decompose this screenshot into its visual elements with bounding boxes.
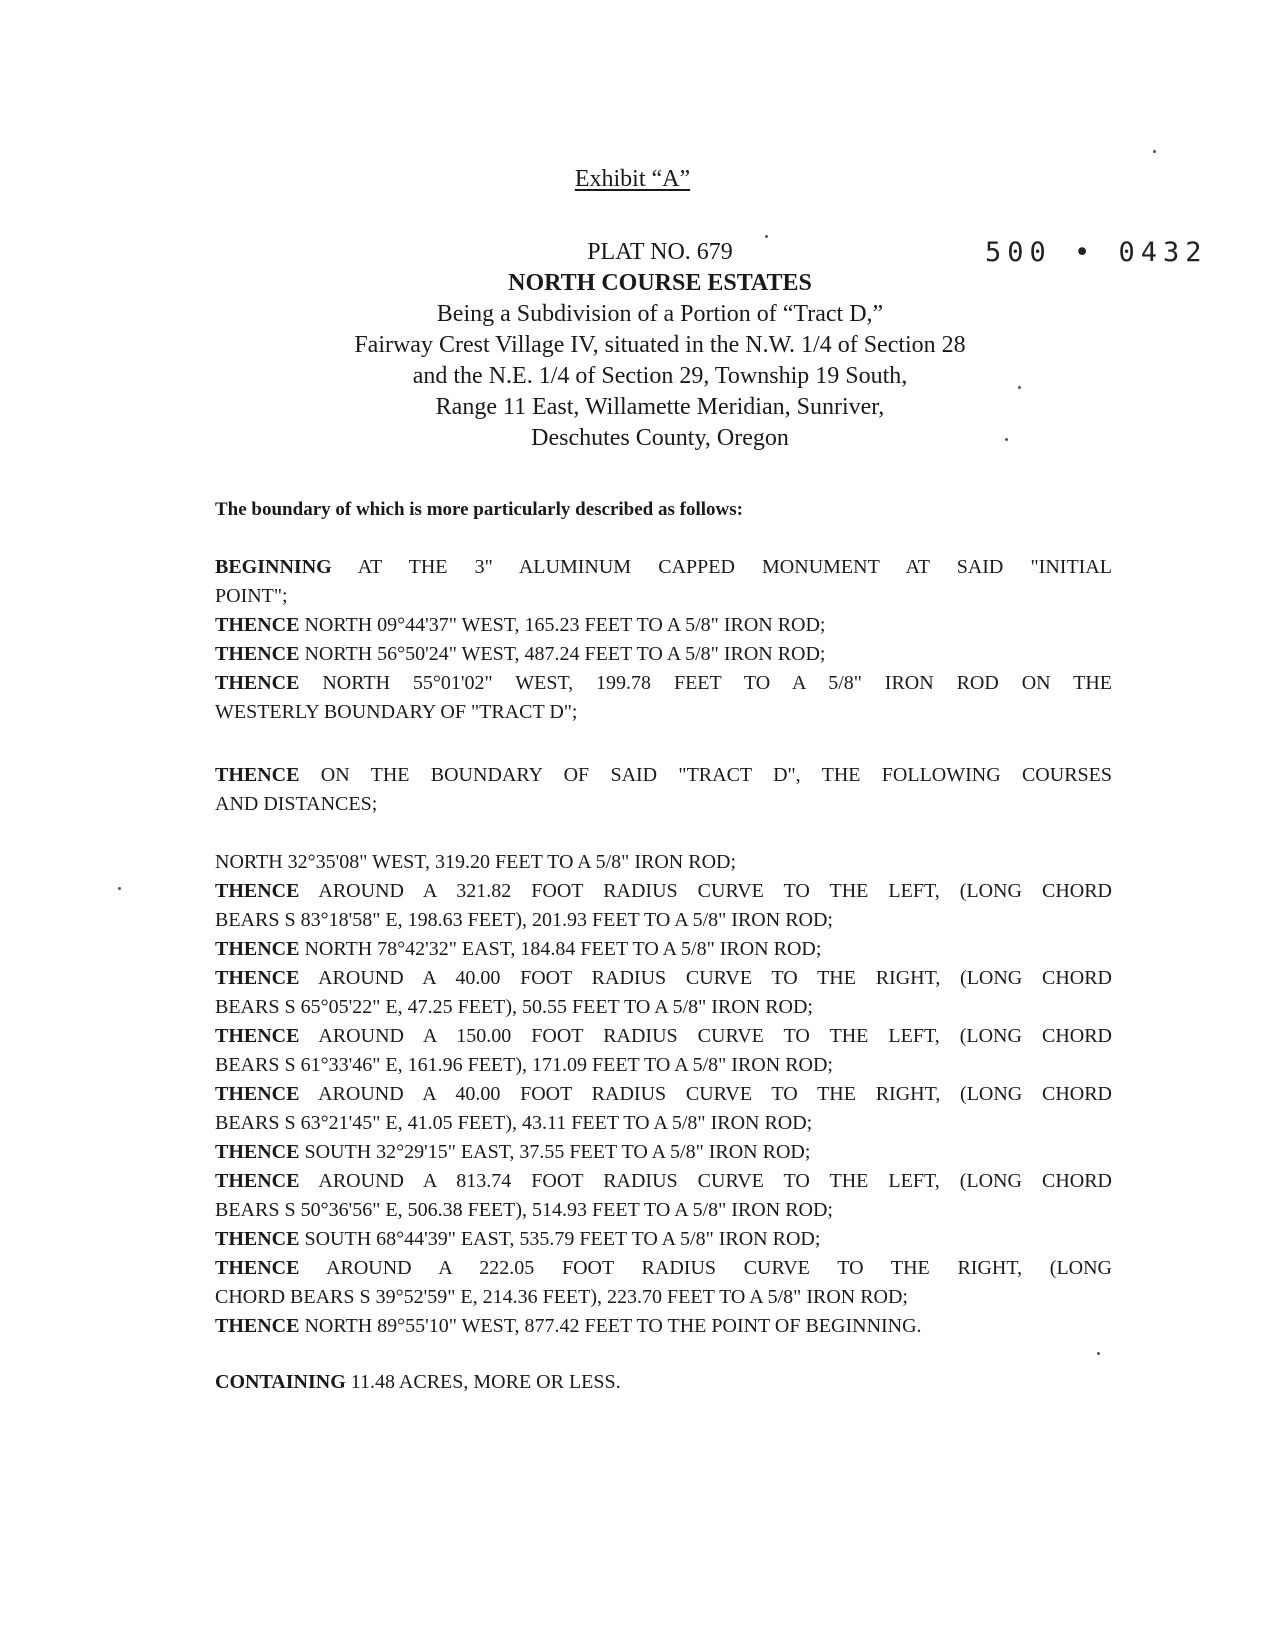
thence-keyword: THENCE xyxy=(215,1141,300,1163)
course-text: AROUND A 321.82 FOOT RADIUS CURVE TO THE LEFT, (LONG CHORD xyxy=(299,880,1112,902)
subdivision-description-line: Fairway Crest Village IV, situated in the N.W. 1/4 of Section 28 xyxy=(354,332,966,358)
thence-keyword: THENCE xyxy=(215,643,300,665)
boundary-intro-statement: The boundary of which is more particularly described as follows: xyxy=(215,499,743,520)
course-text: SOUTH 32°29'15" EAST, 37.55 FEET TO A 5/8" IRON ROD; xyxy=(299,1141,811,1163)
thence-keyword: THENCE xyxy=(215,1083,300,1105)
thence-keyword: THENCE xyxy=(215,764,300,786)
course-line: BEARS S 83°18'58" E, 198.63 FEET), 201.93 FEET TO A 5/8" IRON ROD; xyxy=(215,909,833,931)
thence-keyword: THENCE xyxy=(215,967,300,989)
course-text: AROUND A 813.74 FOOT RADIUS CURVE TO THE LEFT, (LONG CHORD xyxy=(299,1170,1112,1192)
course-text: SOUTH 68°44'39" EAST, 535.79 FEET TO A 5/8" IRON ROD; xyxy=(299,1228,821,1250)
course-line xyxy=(215,1254,1112,1283)
course-line xyxy=(215,669,1112,698)
course-line xyxy=(215,640,1112,669)
beginning-text: AT THE 3" ALUMINUM CAPPED MONUMENT AT SAID "INITIAL xyxy=(331,556,1112,578)
plat-number: PLAT NO. 679 xyxy=(587,239,733,265)
subdivision-description-line: Deschutes County, Oregon xyxy=(531,425,789,451)
subdivision-description-line: Being a Subdivision of a Portion of “Tract D,” xyxy=(436,301,884,327)
scan-speck xyxy=(1005,438,1008,441)
containing-keyword: CONTAINING xyxy=(215,1371,346,1393)
courses-paragraph xyxy=(215,848,1112,1341)
scan-speck xyxy=(1153,150,1156,153)
course-text: NORTH 56°50'24" WEST, 487.24 FEET TO A 5/8" IRON ROD; xyxy=(299,643,826,665)
course-text: NORTH 78°42'32" EAST, 184.84 FEET TO A 5/8" IRON ROD; xyxy=(299,938,822,960)
containing-paragraph xyxy=(215,1368,1112,1397)
thence-keyword: THENCE xyxy=(215,938,300,960)
subdivision-description-line: Range 11 East, Willamette Meridian, Sunriver, xyxy=(435,394,885,420)
course-line: BEARS S 50°36'56" E, 506.38 FEET), 514.93 FEET TO A 5/8" IRON ROD; xyxy=(215,1199,833,1221)
subdivision-description-line: and the N.E. 1/4 of Section 29, Township 19 South, xyxy=(412,363,908,389)
course-line xyxy=(215,1080,1112,1109)
scan-speck xyxy=(765,235,768,238)
course-line xyxy=(215,1022,1112,1051)
thence-keyword: THENCE xyxy=(215,672,300,694)
scan-speck xyxy=(1018,386,1021,389)
course-line xyxy=(215,1312,1112,1341)
thence-keyword: THENCE xyxy=(215,880,300,902)
course-text: ON THE BOUNDARY OF SAID "TRACT D", THE FOLLOWING COURSES xyxy=(299,764,1112,786)
thence-keyword: THENCE xyxy=(215,1170,300,1192)
course-line xyxy=(215,1138,1112,1167)
thence-keyword: THENCE xyxy=(215,1315,300,1337)
course-text: AROUND A 150.00 FOOT RADIUS CURVE TO THE LEFT, (LONG CHORD xyxy=(299,1025,1112,1047)
course-text: NORTH 09°44'37" WEST, 165.23 FEET TO A 5/8" IRON ROD; xyxy=(299,614,826,636)
beginning-line xyxy=(215,553,1112,582)
course-line xyxy=(215,611,1112,640)
subdivision-name: NORTH COURSE ESTATES xyxy=(508,270,812,296)
course-line: BEARS S 63°21'45" E, 41.05 FEET), 43.11 FEET TO A 5/8" IRON ROD; xyxy=(215,1112,813,1134)
course-line xyxy=(215,935,1112,964)
scan-speck xyxy=(1097,1352,1100,1355)
course-line xyxy=(215,761,1112,790)
course-line: BEARS S 61°33'46" E, 161.96 FEET), 171.09 FEET TO A 5/8" IRON ROD; xyxy=(215,1054,833,1076)
course-line xyxy=(215,1225,1112,1254)
thence-keyword: THENCE xyxy=(215,1025,300,1047)
course-text: NORTH 89°55'10" WEST, 877.42 FEET TO THE POINT OF BEGINNING. xyxy=(299,1315,922,1337)
course-text: AROUND A 40.00 FOOT RADIUS CURVE TO THE RIGHT, (LONG CHORD xyxy=(299,967,1112,989)
thence-keyword: THENCE xyxy=(215,1228,300,1250)
course-line xyxy=(215,964,1112,993)
course-text: AROUND A 40.00 FOOT RADIUS CURVE TO THE RIGHT, (LONG CHORD xyxy=(299,1083,1112,1105)
course-line: BEARS S 65°05'22" E, 47.25 FEET), 50.55 FEET TO A 5/8" IRON ROD; xyxy=(215,996,813,1018)
beginning-line: POINT"; xyxy=(215,585,288,607)
course-text: NORTH 55°01'02" WEST, 199.78 FEET TO A 5/8" IRON ROD ON THE xyxy=(299,672,1112,694)
course-line: CHORD BEARS S 39°52'59" E, 214.36 FEET), 223.70 FEET TO A 5/8" IRON ROD; xyxy=(215,1286,908,1308)
beginning-keyword: BEGINNING xyxy=(215,556,332,578)
containing-text: 11.48 ACRES, MORE OR LESS. xyxy=(345,1371,621,1393)
recording-stamp-number: 500 • 0432 xyxy=(985,237,1208,268)
course-line xyxy=(215,1167,1112,1196)
course-line: NORTH 32°35'08" WEST, 319.20 FEET TO A 5/8" IRON ROD; xyxy=(215,851,737,873)
course-text: AROUND A 222.05 FOOT RADIUS CURVE TO THE RIGHT, (LONG xyxy=(299,1257,1112,1279)
scan-speck xyxy=(118,887,121,890)
course-line: AND DISTANCES; xyxy=(215,793,378,815)
plat-heading xyxy=(0,237,1265,454)
beginning-paragraph xyxy=(215,553,1112,727)
course-line: WESTERLY BOUNDARY OF "TRACT D"; xyxy=(215,701,578,723)
containing-line xyxy=(215,1368,1112,1397)
exhibit-title: Exhibit “A” xyxy=(574,166,691,192)
thence-keyword: THENCE xyxy=(215,614,300,636)
thence-keyword: THENCE xyxy=(215,1257,300,1279)
course-line xyxy=(215,877,1112,906)
boundary-paragraph xyxy=(215,761,1112,819)
